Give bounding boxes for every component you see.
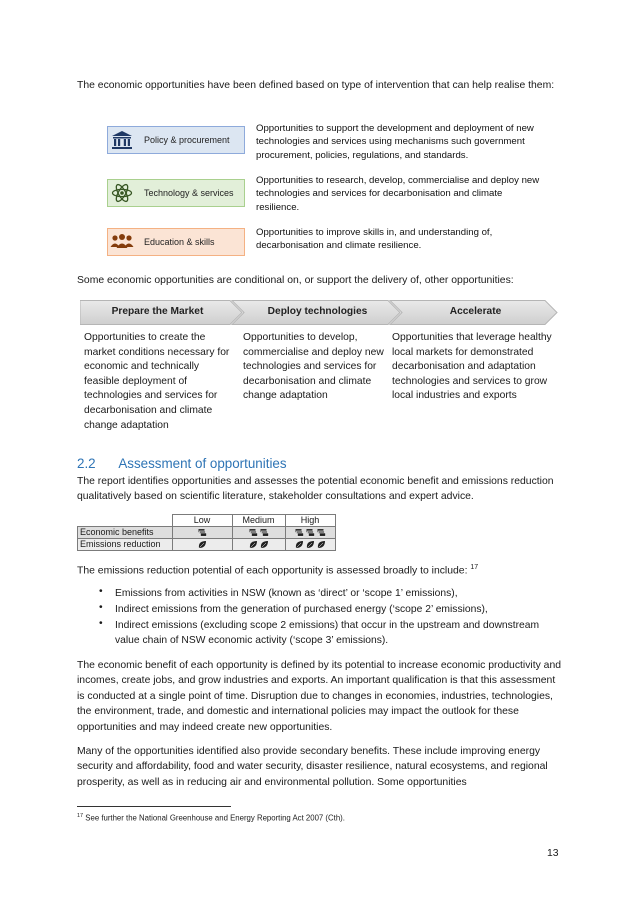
- section-title: Assessment of opportunities: [118, 456, 287, 471]
- section-intro: The report identifies opportunities and assesses the potential economic benefit and emissions reduction qualitatively based on scientific literature, stakeholder consultations and expert advice.: [77, 476, 554, 503]
- leaf-icon: [232, 539, 285, 551]
- legend-table: [77, 514, 336, 551]
- money-stack-icon: [172, 527, 232, 539]
- process-chevrons: [80, 300, 558, 325]
- intervention-description: Opportunities to research, develop, commercialise and deploy new technologies and services for decarbonisation and climate resilience.: [256, 175, 540, 213]
- intervention-label: Technology & services: [144, 188, 234, 198]
- intervention-description: Opportunities to support the development and deployment of new technologies and services using mechanisms such government procurement, policies, regulations, and standards.: [256, 123, 534, 161]
- emissions-intro: [77, 560, 563, 579]
- footnote-number: 17: [77, 813, 84, 819]
- stage-title: Prepare the Market: [111, 306, 204, 317]
- legend-row-label: Emissions reduction: [78, 539, 173, 551]
- money-stack-icon: [285, 527, 335, 539]
- footnote-text: See further the National Greenhouse and Energy Reporting Act 2007 (Cth).: [85, 813, 345, 823]
- legend-col-medium: Medium: [232, 515, 285, 527]
- conditional-intro: Some economic opportunities are conditional on, or support the delivery of, other opportunities:: [77, 275, 514, 286]
- intervention-label: Policy & procurement: [144, 135, 230, 145]
- bullet-icon: •: [99, 618, 103, 629]
- stage-title: Accelerate: [449, 306, 502, 317]
- legend-row-label: Economic benefits: [78, 527, 173, 539]
- intervention-technology: [107, 179, 245, 207]
- stage-title: Deploy technologies: [267, 306, 368, 317]
- legend-col-high: High: [285, 515, 335, 527]
- stage-description: Opportunities to create the market conditions necessary for economic and technically feasible deployment of technologies and services for decarbonisation and climate change adaptation: [84, 332, 230, 431]
- government-building-icon: [108, 127, 136, 153]
- legend-col-low: Low: [172, 515, 232, 527]
- emissions-intro-text: The emissions reduction potential of each opportunity is assessed broadly to include:: [77, 565, 468, 577]
- intervention-education: [107, 228, 245, 256]
- list-item: Indirect emissions (excluding scope 2 emissions) that occur in the upstream and downstream value chain of NSW economic activity (‘scope 3’ emissions).: [115, 620, 540, 647]
- section-number: 2.2: [77, 456, 96, 471]
- leaf-icon: [285, 539, 335, 551]
- list-item: Emissions from activities in NSW (known as ‘direct’ or ‘scope 1’ emissions),: [115, 588, 458, 599]
- footnote-reference[interactable]: 17: [470, 564, 479, 571]
- footnote: [77, 813, 345, 823]
- page-number: 13: [547, 848, 559, 859]
- stage-description: Opportunities to develop, commercialise and deploy new technologies and services for decarbonisation and climate change adaptation: [243, 332, 384, 402]
- money-stack-icon: [232, 527, 285, 539]
- list-item: Indirect emissions from the generation of purchased energy (‘scope 2’ emissions),: [115, 604, 488, 615]
- leaf-icon: [172, 539, 232, 551]
- bullet-icon: •: [99, 586, 103, 597]
- footnote-divider: [77, 806, 231, 807]
- atom-icon: [108, 180, 136, 206]
- intervention-label: Education & skills: [144, 237, 215, 247]
- section-heading: [77, 456, 287, 471]
- bullet-icon: •: [99, 602, 103, 613]
- stage-description: Opportunities that leverage healthy local markets for demonstrated decarbonisation and adaptation technologies and services to grow local industries and exports: [392, 332, 552, 402]
- paragraph-economic-benefit: The economic benefit of each opportunity is defined by its potential to increase economic productivity and incomes, create jobs, and grow industries and exports. An important qualification is that this assessment is conducted at a single point of time. Disruption due to changes in economies, industries, technologies, the environment, trade, and domestic and international policies may impact the outlook for these opportunities and may indeed create new opportunities.: [77, 660, 562, 733]
- people-group-icon: [108, 229, 136, 255]
- intervention-description: Opportunities to improve skills in, and understanding of, decarbonisation and climate resilience.: [256, 227, 493, 252]
- intro-paragraph: The economic opportunities have been defined based on type of intervention that can help realise them:: [77, 80, 555, 91]
- paragraph-secondary-benefits: Many of the opportunities identified also provide secondary benefits. These include improving energy security and affordability, food and water security, disaster resilience, natural ecosystems, and regional prosperity, as well as in reducing air and environmental pollution. Some opportunities: [77, 746, 548, 788]
- intervention-policy: [107, 126, 245, 154]
